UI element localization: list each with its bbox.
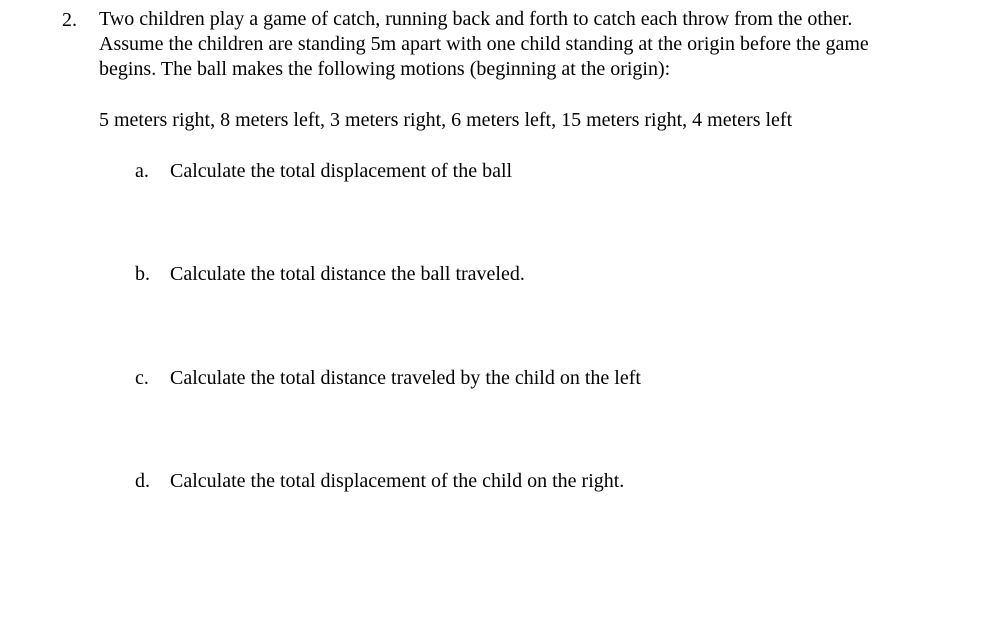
part-d [135, 468, 624, 494]
part-c [135, 365, 641, 391]
part-b-letter: b. [135, 263, 150, 285]
part-d-text: Calculate the total displacement of the child on the right. [170, 470, 625, 492]
part-a [135, 158, 512, 184]
part-b-text: Calculate the total distance the ball traveled. [170, 263, 525, 285]
problem-statement [99, 7, 979, 82]
problem-intro-line-2: Assume the children are standing 5m apart with one child standing at the origin before the game [99, 33, 869, 55]
part-b [135, 261, 525, 287]
part-c-letter: c. [135, 367, 149, 389]
part-a-text: Calculate the total displacement of the ball [170, 160, 513, 182]
problem-intro-line-1: Two children play a game of catch, running back and forth to catch each throw from the other. [99, 8, 853, 30]
ball-motions: 5 meters right, 8 meters left, 3 meters right, 6 meters left, 15 meters right, 4 meters left [99, 109, 793, 131]
part-c-text: Calculate the total distance traveled by the child on the left [170, 367, 641, 389]
part-a-letter: a. [135, 160, 149, 182]
problem-number: 2. [62, 9, 77, 31]
problem-intro-line-3: begins. The ball makes the following motions (beginning at the origin): [99, 58, 671, 80]
part-d-letter: d. [135, 470, 150, 492]
